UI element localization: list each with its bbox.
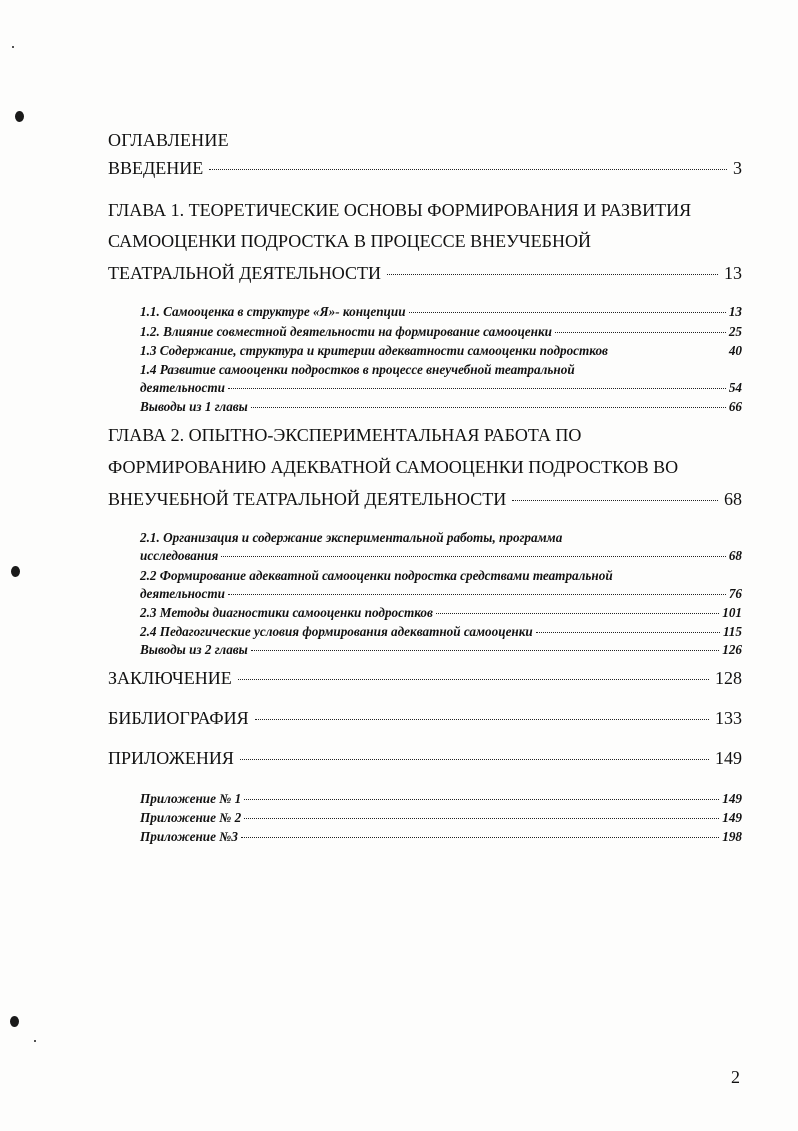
toc-entry-title: ВНЕУЧЕБНОЙ ТЕАТРАЛЬНОЙ ДЕЯТЕЛЬНОСТИ [108, 489, 507, 509]
dot-leader [251, 650, 719, 651]
toc-entry-title: ПРИЛОЖЕНИЯ [108, 748, 234, 768]
toc-section-2-summary[interactable] [140, 642, 742, 658]
toc-section-2-1[interactable] [140, 548, 742, 564]
dot-leader [241, 837, 719, 838]
toc-entry-chapter1[interactable] [108, 263, 742, 284]
toc-section-page: 13 [728, 304, 742, 319]
toc-section-1-3[interactable] [140, 343, 742, 359]
toc-section-1-summary[interactable] [140, 399, 742, 415]
scan-speck [15, 111, 24, 122]
page-number: 2 [731, 1067, 740, 1087]
toc-section-2-3[interactable] [140, 605, 742, 621]
scan-speck [34, 1040, 36, 1042]
toc-section-title: деятельности [140, 380, 225, 395]
toc-entry-title: ВВЕДЕНИЕ [108, 158, 204, 178]
toc-section-title: Приложение № 1 [140, 791, 242, 806]
toc-section-page: 126 [722, 642, 742, 657]
dot-leader [228, 594, 726, 595]
toc-section-title: 1.1. Самооценка в структуре «Я»- концепции [140, 304, 406, 319]
toc-entry-intro[interactable] [108, 158, 742, 179]
dot-leader [209, 169, 727, 170]
toc-section-2-1-line1[interactable]: 2.1. Организация и содержание экспериментальной работы, программа [140, 530, 563, 545]
toc-section-2-4[interactable] [140, 624, 742, 640]
toc-section-page: 66 [728, 399, 742, 414]
scan-speck [10, 1016, 19, 1027]
toc-section-page: 25 [728, 324, 742, 339]
dot-leader [436, 613, 719, 614]
dot-leader [244, 818, 719, 819]
toc-section-title: 2.4 Педагогические условия формирования адекватной самооценки [140, 624, 533, 639]
toc-appendix-1[interactable] [140, 791, 742, 807]
scan-speck [12, 46, 14, 48]
toc-section-title: Приложение № 2 [140, 810, 242, 825]
toc-entry-bibliography[interactable] [108, 708, 742, 729]
toc-section-title: деятельности [140, 586, 225, 601]
toc-section-page: 101 [722, 605, 742, 620]
chapter2-title-line1[interactable]: ГЛАВА 2. ОПЫТНО-ЭКСПЕРИМЕНТАЛЬНАЯ РАБОТА ПО [108, 425, 582, 445]
toc-section-page: 54 [728, 380, 742, 395]
toc-section-page: 115 [722, 624, 742, 639]
toc-entry-page: 128 [715, 668, 742, 688]
toc-section-title: 1.2. Влияние совместной деятельности на формирование самооценки [140, 324, 552, 339]
dot-leader [238, 679, 709, 680]
toc-section-1-1[interactable] [140, 304, 742, 320]
toc-appendix-3[interactable] [140, 829, 742, 845]
toc-entry-chapter2[interactable] [108, 489, 742, 510]
toc-heading: ОГЛАВЛЕНИЕ [108, 130, 229, 150]
toc-entry-appendices[interactable] [108, 748, 742, 769]
chapter2-title-line2[interactable]: ФОРМИРОВАНИЮ АДЕКВАТНОЙ САМООЦЕНКИ ПОДРОСТКОВ ВО [108, 457, 679, 477]
toc-entry-conclusion[interactable] [108, 668, 742, 689]
toc-entry-page: 13 [724, 263, 742, 283]
toc-section-1-4[interactable] [140, 380, 742, 396]
toc-section-title: 1.3 Содержание, структура и критерии адекватности самооценки подростков [140, 343, 608, 358]
toc-appendix-2[interactable] [140, 810, 742, 826]
dot-leader [244, 799, 719, 800]
toc-section-page: 198 [722, 829, 742, 844]
dot-leader [512, 500, 718, 501]
toc-entry-title: ТЕАТРАЛЬНОЙ ДЕЯТЕЛЬНОСТИ [108, 263, 381, 283]
dot-leader [251, 407, 726, 408]
toc-section-title: исследования [140, 548, 219, 563]
dot-leader [228, 388, 726, 389]
toc-section-2-2[interactable] [140, 586, 742, 602]
toc-entry-page: 68 [724, 489, 742, 509]
toc-section-title: Выводы из 2 главы [140, 642, 248, 657]
dot-leader [555, 332, 726, 333]
dot-leader [240, 759, 709, 760]
toc-section-2-2-line1[interactable]: 2.2 Формирование адекватной самооценки подростка средствами театральной [140, 568, 613, 583]
toc-section-page: 76 [728, 586, 742, 601]
toc-entry-title: БИБЛИОГРАФИЯ [108, 708, 249, 728]
chapter1-title-line2[interactable]: САМООЦЕНКИ ПОДРОСТКА В ПРОЦЕССЕ ВНЕУЧЕБНОЙ [108, 231, 591, 251]
toc-section-title: Выводы из 1 главы [140, 399, 248, 414]
toc-entry-title: ЗАКЛЮЧЕНИЕ [108, 668, 232, 688]
chapter1-title-line1[interactable]: ГЛАВА 1. ТЕОРЕТИЧЕСКИЕ ОСНОВЫ ФОРМИРОВАНИЯ И РАЗВИТИЯ [108, 200, 692, 220]
toc-entry-page: 133 [715, 708, 742, 728]
toc-section-1-2[interactable] [140, 324, 742, 340]
toc-section-page: 149 [722, 791, 742, 806]
toc-entry-page: 149 [715, 748, 742, 768]
toc-section-page: 68 [728, 548, 742, 563]
scan-speck [11, 566, 20, 577]
toc-section-title: Приложение №3 [140, 829, 238, 844]
dot-leader [221, 556, 725, 557]
dot-leader [536, 632, 720, 633]
dot-leader [387, 274, 718, 275]
toc-section-1-4-line1[interactable]: 1.4 Развитие самооценки подростков в процессе внеучебной театральной [140, 362, 575, 377]
toc-section-title: 2.3 Методы диагностики самооценки подростков [140, 605, 433, 620]
dot-leader [409, 312, 726, 313]
toc-section-page: 149 [722, 810, 742, 825]
toc-section-page: 40 [728, 343, 742, 358]
toc-entry-page: 3 [733, 158, 742, 178]
dot-leader [255, 719, 709, 720]
